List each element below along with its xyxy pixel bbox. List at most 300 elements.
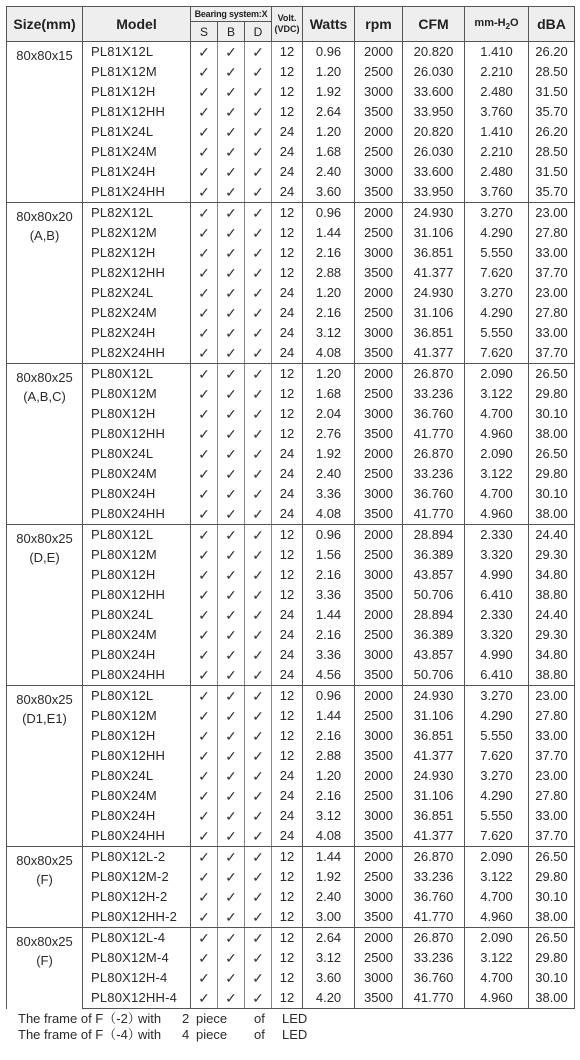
bearing-d-check: ✓ <box>245 303 272 323</box>
model-cell: PL80X12HH-2 <box>83 907 191 928</box>
dba-cell: 26.50 <box>529 444 575 464</box>
mm-h2o-cell: 1.410 <box>465 42 529 63</box>
cfm-cell: 36.851 <box>403 243 465 263</box>
bearing-b-check: ✓ <box>218 826 245 847</box>
cfm-cell: 50.706 <box>403 665 465 686</box>
bearing-b-check: ✓ <box>218 525 245 546</box>
watts-cell: 2.16 <box>303 565 355 585</box>
bearing-b-check: ✓ <box>218 82 245 102</box>
size-cell <box>7 203 83 364</box>
footnote-led: LED <box>282 1011 308 1026</box>
cfm-cell: 33.950 <box>403 182 465 203</box>
watts-cell: 2.64 <box>303 102 355 122</box>
footnotes <box>6 1011 574 1043</box>
bearing-b-check: ✓ <box>218 243 245 263</box>
bearing-s-check: ✓ <box>191 263 218 283</box>
cfm-cell: 43.857 <box>403 565 465 585</box>
rpm-cell: 2000 <box>355 766 403 786</box>
rpm-cell: 3500 <box>355 263 403 283</box>
volt-cell: 12 <box>272 82 303 102</box>
bearing-s-check: ✓ <box>191 283 218 303</box>
model-cell: PL80X12HH-4 <box>83 988 191 1009</box>
volt-cell: 24 <box>272 162 303 182</box>
model-cell: PL80X12HH <box>83 585 191 605</box>
rpm-cell: 2000 <box>355 847 403 868</box>
model-cell: PL80X24M <box>83 464 191 484</box>
rpm-cell: 3000 <box>355 82 403 102</box>
bearing-b-check: ✓ <box>218 283 245 303</box>
rpm-cell: 2000 <box>355 122 403 142</box>
header-cfm: CFM <box>403 7 465 42</box>
bearing-b-check: ✓ <box>218 203 245 224</box>
table-row <box>7 826 575 847</box>
bearing-d-check: ✓ <box>245 323 272 343</box>
volt-cell: 12 <box>272 726 303 746</box>
mm-h2o-cell: 6.410 <box>465 665 529 686</box>
watts-cell: 3.36 <box>303 585 355 605</box>
volt-cell: 12 <box>272 988 303 1009</box>
cfm-cell: 33.236 <box>403 464 465 484</box>
cfm-cell: 36.851 <box>403 806 465 826</box>
bearing-b-check: ✓ <box>218 343 245 364</box>
dba-cell: 34.80 <box>529 565 575 585</box>
volt-cell: 24 <box>272 625 303 645</box>
watts-cell: 2.16 <box>303 625 355 645</box>
watts-cell: 3.12 <box>303 323 355 343</box>
volt-cell: 12 <box>272 364 303 385</box>
mm-h2o-cell: 5.550 <box>465 726 529 746</box>
watts-cell: 2.64 <box>303 928 355 949</box>
mm-h2o-cell: 4.700 <box>465 404 529 424</box>
volt-cell: 24 <box>272 182 303 203</box>
bearing-b-check: ✓ <box>218 645 245 665</box>
rpm-cell: 3000 <box>355 645 403 665</box>
header-model: Model <box>83 7 191 42</box>
volt-cell: 12 <box>272 243 303 263</box>
dba-cell: 31.50 <box>529 82 575 102</box>
header-bearing-s: S <box>191 22 218 42</box>
model-cell: PL81X24HH <box>83 182 191 203</box>
watts-cell: 2.88 <box>303 263 355 283</box>
cfm-cell: 26.870 <box>403 928 465 949</box>
table-row <box>7 988 575 1009</box>
footnote-line <box>18 1027 574 1043</box>
table-row <box>7 948 575 968</box>
cfm-cell: 24.930 <box>403 766 465 786</box>
bearing-s-check: ✓ <box>191 182 218 203</box>
model-cell: PL80X24L <box>83 605 191 625</box>
table-row <box>7 504 575 525</box>
model-cell: PL80X12L-2 <box>83 847 191 868</box>
mm-h2o-cell: 4.960 <box>465 988 529 1009</box>
volt-cell: 12 <box>272 968 303 988</box>
bearing-s-check: ✓ <box>191 706 218 726</box>
volt-cell: 12 <box>272 867 303 887</box>
mm-h2o-cell: 2.090 <box>465 364 529 385</box>
size-value: 80x80x25 <box>16 370 73 385</box>
bearing-b-check: ✓ <box>218 464 245 484</box>
model-cell: PL80X12L <box>83 525 191 546</box>
bearing-s-check: ✓ <box>191 404 218 424</box>
bearing-d-check: ✓ <box>245 565 272 585</box>
footnote-led: LED <box>282 1027 308 1042</box>
rpm-cell: 3500 <box>355 182 403 203</box>
bearing-b-check: ✓ <box>218 605 245 625</box>
cfm-cell: 36.389 <box>403 625 465 645</box>
bearing-s-check: ✓ <box>191 605 218 625</box>
cfm-cell: 41.377 <box>403 343 465 364</box>
bearing-b-check: ✓ <box>218 786 245 806</box>
mm-h2o-cell: 4.290 <box>465 706 529 726</box>
table-row <box>7 786 575 806</box>
model-cell: PL82X12HH <box>83 263 191 283</box>
volt-cell: 12 <box>272 62 303 82</box>
bearing-d-check: ✓ <box>245 424 272 444</box>
volt-cell: 24 <box>272 323 303 343</box>
watts-cell: 1.20 <box>303 364 355 385</box>
bearing-b-check: ✓ <box>218 625 245 645</box>
mm-h2o-cell: 3.122 <box>465 948 529 968</box>
table-row <box>7 343 575 364</box>
dba-cell: 34.80 <box>529 645 575 665</box>
bearing-s-check: ✓ <box>191 323 218 343</box>
mm-h2o-cell: 5.550 <box>465 323 529 343</box>
model-cell: PL80X12H-4 <box>83 968 191 988</box>
rpm-cell: 2500 <box>355 706 403 726</box>
table-row <box>7 665 575 686</box>
watts-cell: 1.44 <box>303 223 355 243</box>
rpm-cell: 3000 <box>355 484 403 504</box>
volt-cell: 24 <box>272 766 303 786</box>
footnote-piece: piece <box>196 1027 228 1042</box>
bearing-b-check: ✓ <box>218 746 245 766</box>
table-row <box>7 806 575 826</box>
bearing-b-check: ✓ <box>218 162 245 182</box>
bearing-s-check: ✓ <box>191 766 218 786</box>
dba-cell: 37.70 <box>529 263 575 283</box>
volt-cell: 12 <box>272 102 303 122</box>
bearing-s-check: ✓ <box>191 867 218 887</box>
cfm-cell: 41.770 <box>403 424 465 444</box>
header-rpm: rpm <box>355 7 403 42</box>
mm-h2o-cell: 3.122 <box>465 384 529 404</box>
table-row <box>7 746 575 766</box>
table-row <box>7 62 575 82</box>
rpm-cell: 3000 <box>355 565 403 585</box>
table-row <box>7 585 575 605</box>
table-row <box>7 565 575 585</box>
dba-cell: 26.50 <box>529 928 575 949</box>
bearing-b-check: ✓ <box>218 806 245 826</box>
watts-cell: 3.12 <box>303 948 355 968</box>
cfm-cell: 26.870 <box>403 847 465 868</box>
rpm-cell: 3500 <box>355 907 403 928</box>
model-cell: PL80X12HH <box>83 424 191 444</box>
model-cell: PL80X24H <box>83 806 191 826</box>
bearing-b-check: ✓ <box>218 867 245 887</box>
table-row <box>7 766 575 786</box>
model-cell: PL80X12M <box>83 545 191 565</box>
rpm-cell: 2000 <box>355 283 403 303</box>
volt-cell: 12 <box>272 706 303 726</box>
volt-cell: 24 <box>272 786 303 806</box>
bearing-s-check: ✓ <box>191 726 218 746</box>
table-row <box>7 645 575 665</box>
watts-cell: 1.44 <box>303 706 355 726</box>
mm-h2o-cell: 2.330 <box>465 605 529 625</box>
model-cell: PL80X12H <box>83 565 191 585</box>
size-variant: (D1,E1) <box>22 711 67 726</box>
cfm-cell: 26.870 <box>403 364 465 385</box>
watts-cell: 2.40 <box>303 887 355 907</box>
dba-cell: 28.50 <box>529 62 575 82</box>
cfm-cell: 50.706 <box>403 585 465 605</box>
mm-h2o-cell: 3.270 <box>465 766 529 786</box>
watts-cell: 1.92 <box>303 867 355 887</box>
cfm-cell: 36.851 <box>403 726 465 746</box>
cfm-cell: 26.870 <box>403 444 465 464</box>
mm-h2o-cell: 3.320 <box>465 625 529 645</box>
table-row <box>7 444 575 464</box>
bearing-s-check: ✓ <box>191 444 218 464</box>
dba-cell: 27.80 <box>529 786 575 806</box>
footnote-count: 2 <box>182 1011 190 1026</box>
dba-cell: 38.00 <box>529 907 575 928</box>
mm-h2o-cell: 2.090 <box>465 847 529 868</box>
mm-h2o-cell: 7.620 <box>465 263 529 283</box>
model-cell: PL80X24H <box>83 645 191 665</box>
rpm-cell: 3500 <box>355 665 403 686</box>
bearing-b-check: ✓ <box>218 182 245 203</box>
cfm-cell: 41.377 <box>403 263 465 283</box>
footnote-with: with <box>138 1011 162 1026</box>
model-cell: PL81X12M <box>83 62 191 82</box>
rpm-cell: 3000 <box>355 162 403 182</box>
volt-cell: 12 <box>272 928 303 949</box>
model-cell: PL82X24HH <box>83 343 191 364</box>
rpm-cell: 3000 <box>355 726 403 746</box>
bearing-b-check: ✓ <box>218 988 245 1009</box>
bearing-b-check: ✓ <box>218 62 245 82</box>
dba-cell: 33.00 <box>529 726 575 746</box>
cfm-cell: 43.857 <box>403 645 465 665</box>
model-cell: PL82X24M <box>83 303 191 323</box>
model-cell: PL82X12H <box>83 243 191 263</box>
size-variant: (A,B) <box>29 228 60 243</box>
bearing-s-check: ✓ <box>191 988 218 1009</box>
rpm-cell: 2000 <box>355 42 403 63</box>
bearing-d-check: ✓ <box>245 686 272 707</box>
dba-cell: 26.50 <box>529 364 575 385</box>
table-row <box>7 364 575 385</box>
cfm-cell: 24.930 <box>403 283 465 303</box>
footnote-count: 4 <box>182 1027 190 1042</box>
model-cell: PL81X12HH <box>83 102 191 122</box>
bearing-b-check: ✓ <box>218 686 245 707</box>
header-volt-unit: (VDC) <box>274 24 300 34</box>
watts-cell: 2.40 <box>303 464 355 484</box>
volt-cell: 12 <box>272 686 303 707</box>
footnote-with: with <box>138 1027 162 1042</box>
bearing-d-check: ✓ <box>245 42 272 63</box>
volt-cell: 12 <box>272 948 303 968</box>
rpm-cell: 2500 <box>355 223 403 243</box>
bearing-d-check: ✓ <box>245 645 272 665</box>
footnote-frame-text: The frame of F（-2） <box>18 1011 141 1026</box>
watts-cell: 0.96 <box>303 203 355 224</box>
spec-table <box>6 6 575 1009</box>
bearing-b-check: ✓ <box>218 928 245 949</box>
header-mm-h2o-label: mm-H <box>474 16 506 29</box>
volt-cell: 24 <box>272 665 303 686</box>
table-header <box>7 7 575 42</box>
bearing-s-check: ✓ <box>191 424 218 444</box>
volt-cell: 12 <box>272 525 303 546</box>
volt-cell: 12 <box>272 404 303 424</box>
header-bearing-b: B <box>218 22 245 42</box>
model-cell: PL80X24HH <box>83 504 191 525</box>
mm-h2o-cell: 4.960 <box>465 907 529 928</box>
watts-cell: 1.20 <box>303 283 355 303</box>
mm-h2o-cell: 2.210 <box>465 62 529 82</box>
rpm-cell: 3000 <box>355 404 403 424</box>
model-cell: PL80X12H <box>83 726 191 746</box>
model-cell: PL80X12M <box>83 706 191 726</box>
cfm-cell: 20.820 <box>403 42 465 63</box>
bearing-s-check: ✓ <box>191 948 218 968</box>
watts-cell: 2.16 <box>303 726 355 746</box>
footnote-line <box>18 1011 574 1027</box>
cfm-cell: 24.930 <box>403 686 465 707</box>
footnote-piece: piece <box>196 1011 228 1026</box>
cfm-cell: 36.389 <box>403 545 465 565</box>
bearing-d-check: ✓ <box>245 162 272 182</box>
table-row <box>7 625 575 645</box>
watts-cell: 4.08 <box>303 826 355 847</box>
bearing-d-check: ✓ <box>245 585 272 605</box>
bearing-d-check: ✓ <box>245 223 272 243</box>
bearing-s-check: ✓ <box>191 243 218 263</box>
rpm-cell: 2000 <box>355 203 403 224</box>
bearing-s-check: ✓ <box>191 343 218 364</box>
bearing-b-check: ✓ <box>218 968 245 988</box>
bearing-d-check: ✓ <box>245 605 272 625</box>
volt-cell: 24 <box>272 464 303 484</box>
model-cell: PL80X24HH <box>83 826 191 847</box>
footnote-of: of <box>254 1011 265 1026</box>
volt-cell: 12 <box>272 384 303 404</box>
table-row <box>7 928 575 949</box>
bearing-s-check: ✓ <box>191 645 218 665</box>
model-cell: PL80X24HH <box>83 665 191 686</box>
bearing-d-check: ✓ <box>245 182 272 203</box>
header-bearing-d: D <box>245 22 272 42</box>
bearing-s-check: ✓ <box>191 665 218 686</box>
mm-h2o-cell: 6.410 <box>465 585 529 605</box>
bearing-b-check: ✓ <box>218 404 245 424</box>
rpm-cell: 3500 <box>355 988 403 1009</box>
mm-h2o-cell: 3.270 <box>465 686 529 707</box>
watts-cell: 2.16 <box>303 243 355 263</box>
bearing-s-check: ✓ <box>191 142 218 162</box>
volt-cell: 24 <box>272 122 303 142</box>
bearing-d-check: ✓ <box>245 82 272 102</box>
mm-h2o-cell: 3.320 <box>465 545 529 565</box>
cfm-cell: 36.760 <box>403 404 465 424</box>
rpm-cell: 2000 <box>355 444 403 464</box>
table-row <box>7 464 575 484</box>
watts-cell: 1.20 <box>303 62 355 82</box>
rpm-cell: 3000 <box>355 887 403 907</box>
watts-cell: 2.04 <box>303 404 355 424</box>
rpm-cell: 2500 <box>355 948 403 968</box>
mm-h2o-cell: 4.990 <box>465 565 529 585</box>
model-cell: PL80X24H <box>83 484 191 504</box>
mm-h2o-cell: 2.480 <box>465 162 529 182</box>
header-size: Size(mm) <box>7 7 83 42</box>
bearing-d-check: ✓ <box>245 122 272 142</box>
volt-cell: 12 <box>272 907 303 928</box>
size-value: 80x80x25 <box>16 934 73 949</box>
bearing-d-check: ✓ <box>245 464 272 484</box>
cfm-cell: 41.770 <box>403 988 465 1009</box>
bearing-s-check: ✓ <box>191 364 218 385</box>
cfm-cell: 26.030 <box>403 142 465 162</box>
mm-h2o-cell: 5.550 <box>465 806 529 826</box>
size-cell <box>7 928 83 1009</box>
rpm-cell: 2500 <box>355 545 403 565</box>
model-cell: PL82X24H <box>83 323 191 343</box>
dba-cell: 29.80 <box>529 948 575 968</box>
bearing-b-check: ✓ <box>218 726 245 746</box>
dba-cell: 37.70 <box>529 343 575 364</box>
dba-cell: 23.00 <box>529 686 575 707</box>
bearing-d-check: ✓ <box>245 263 272 283</box>
cfm-cell: 31.106 <box>403 706 465 726</box>
bearing-d-check: ✓ <box>245 766 272 786</box>
table-row <box>7 223 575 243</box>
dba-cell: 23.00 <box>529 283 575 303</box>
bearing-d-check: ✓ <box>245 243 272 263</box>
bearing-s-check: ✓ <box>191 826 218 847</box>
volt-cell: 12 <box>272 565 303 585</box>
watts-cell: 1.68 <box>303 142 355 162</box>
watts-cell: 2.16 <box>303 786 355 806</box>
mm-h2o-cell: 4.700 <box>465 887 529 907</box>
bearing-b-check: ✓ <box>218 706 245 726</box>
bearing-s-check: ✓ <box>191 545 218 565</box>
bearing-b-check: ✓ <box>218 907 245 928</box>
dba-cell: 27.80 <box>529 303 575 323</box>
bearing-s-check: ✓ <box>191 484 218 504</box>
mm-h2o-cell: 3.122 <box>465 867 529 887</box>
model-cell: PL80X24M <box>83 625 191 645</box>
bearing-d-check: ✓ <box>245 726 272 746</box>
table-row <box>7 42 575 63</box>
table-row <box>7 162 575 182</box>
watts-cell: 3.36 <box>303 484 355 504</box>
mm-h2o-cell: 2.090 <box>465 928 529 949</box>
mm-h2o-cell: 2.330 <box>465 525 529 546</box>
dba-cell: 30.10 <box>529 968 575 988</box>
table-row <box>7 102 575 122</box>
dba-cell: 38.00 <box>529 424 575 444</box>
cfm-cell: 26.030 <box>403 62 465 82</box>
footnote-frame-text: The frame of F（-4） <box>18 1027 141 1042</box>
dba-cell: 37.70 <box>529 826 575 847</box>
bearing-b-check: ✓ <box>218 384 245 404</box>
table-row <box>7 142 575 162</box>
